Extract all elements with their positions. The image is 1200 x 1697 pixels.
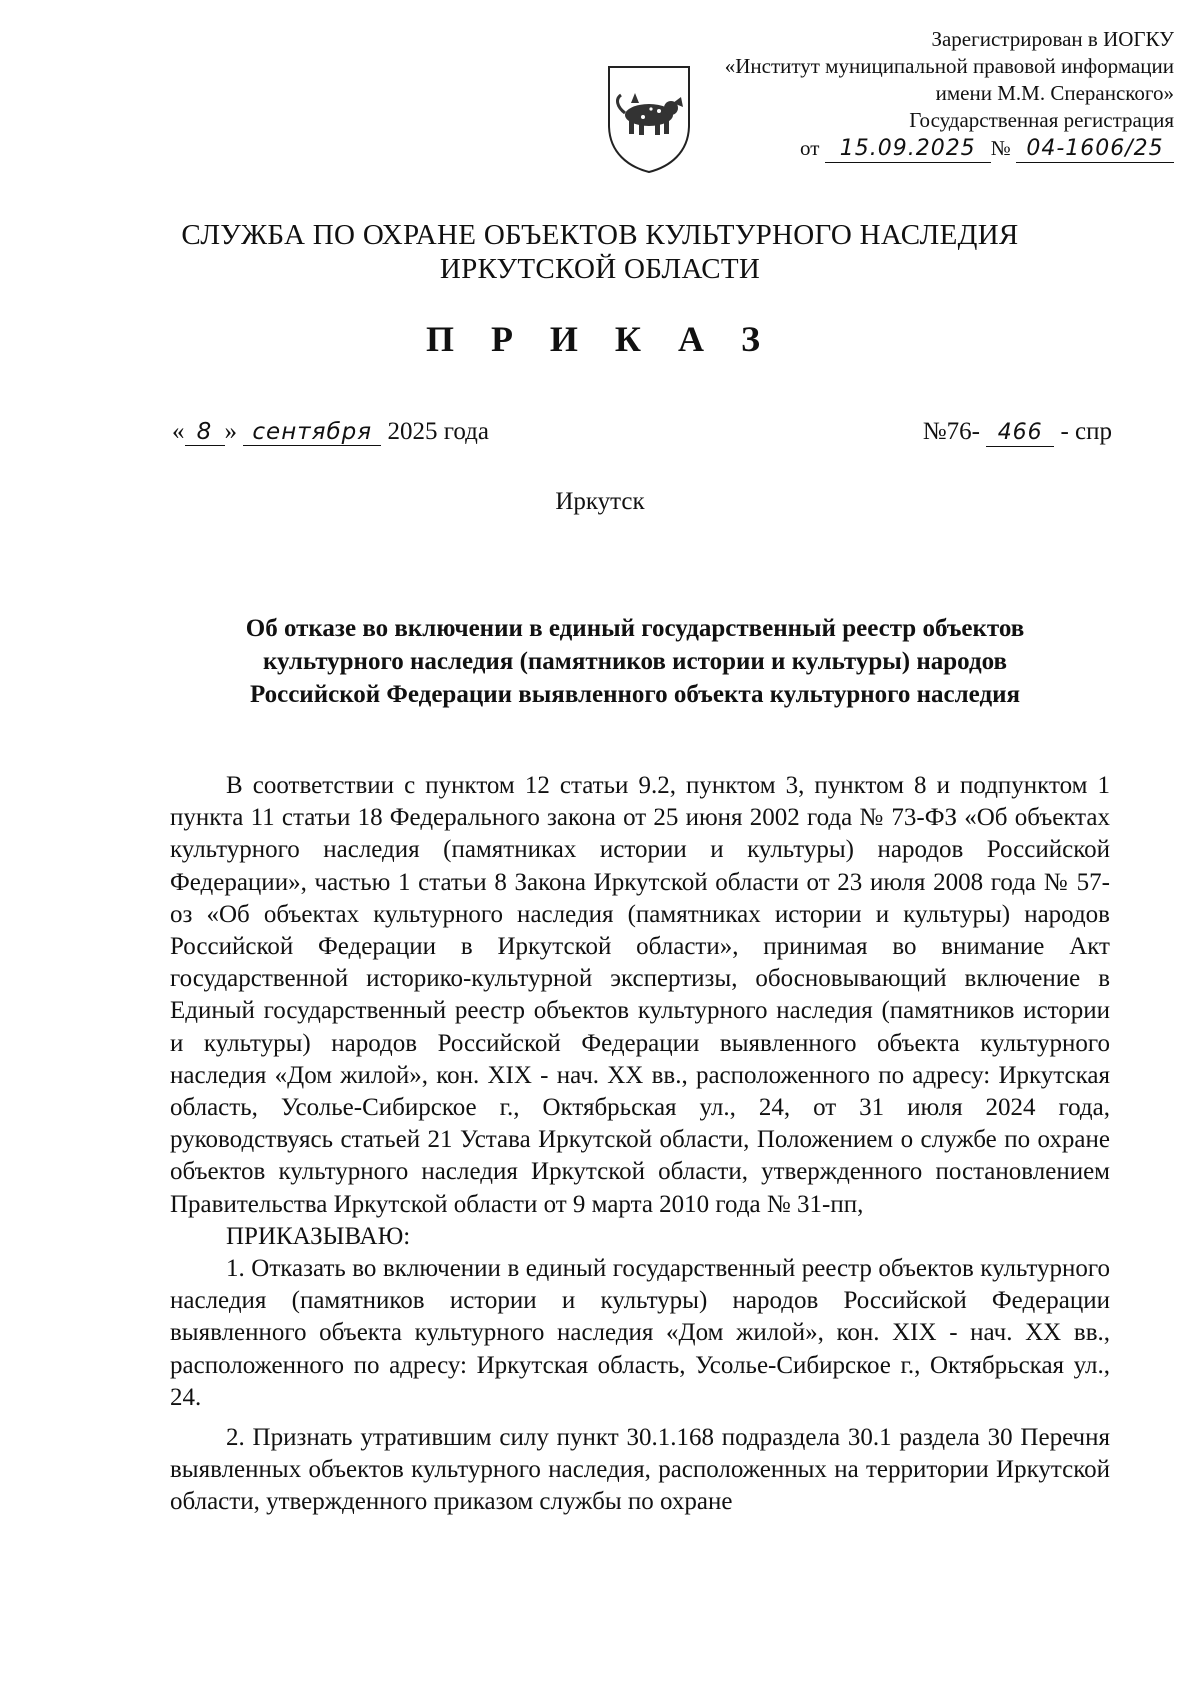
document-body (170, 770, 1110, 1519)
registration-line-2: «Институт муниципальной правовой информации (724, 54, 1174, 78)
title-line-2: культурного наследия (памятников истории и культуры) народов (262, 648, 1007, 675)
coat-of-arms-emblem (603, 63, 695, 175)
order-date (172, 418, 489, 446)
order-number-value: 466 (986, 420, 1054, 447)
date-open-quote: « (172, 418, 185, 445)
registration-line-1: Зарегистрирован в ИОГКУ (931, 27, 1174, 51)
date-day: 8 (185, 419, 225, 446)
order-number (923, 418, 1112, 447)
body-item-2: 2. Признать утратившим силу пункт 30.1.168 подраздела 30.1 раздела 30 Перечня выявленных объектов культурного наследия, расположенных на территории Иркутской области, утвержденного приказом службы по охране (170, 1424, 1110, 1516)
agency-name (0, 218, 1200, 286)
registration-from-label: от (800, 136, 820, 160)
title-line-1: Об отказе во включении в единый государственный реестр объектов (245, 615, 1025, 642)
order-number-suffix: - спр (1060, 418, 1112, 445)
body-preamble: В соответствии с пунктом 12 статьи 9.2, пунктом 3, пунктом 8 и подпунктом 1 пункта 11 статьи 18 Федерального закона от 25 июня 2002 года № 73-ФЗ «Об объектах культурного наследия (памятниках истории и культуры) народов Российской Федерации», частью 1 статьи 8 Закона Иркутской области от 23 июля 2008 года № 57-оз «Об объектах культурного наследия (памятниках истории и культуры) народов Российской Федерации в Иркутской области», принимая во внимание Акт государственной историко-культурной экспертизы, обосновывающий включение в Единый государственный реестр объектов культурного наследия (памятников истории и культуры) народов Российской Федерации выявленного объекта культурного наследия «Дом жилой», кон. XIX - нач. XX вв., расположенного по адресу: Иркутская область, Усолье-Сибирское г., Октябрьская ул., 24, от 31 июля 2024 года, руководствуясь статьей 21 Устава Иркутской области, Положением о службе по охране объектов культурного наследия Иркутской области, утвержденного постановлением Правительства Иркутской области от 9 марта 2010 года № 31-пп, (170, 772, 1110, 1218)
registration-number: 04-1606/25 (1016, 136, 1174, 163)
registration-number-line (725, 135, 1174, 163)
document-title (160, 612, 1110, 711)
registration-date: 15.09.2025 (825, 136, 991, 163)
registration-line-3: имени М.М. Сперанского» (935, 81, 1174, 105)
agency-name-line-2: ИРКУТСКОЙ ОБЛАСТИ (439, 253, 761, 285)
agency-name-line-1: СЛУЖБА ПО ОХРАНЕ ОБЪЕКТОВ КУЛЬТУРНОГО НАСЛЕДИЯ (181, 219, 1019, 251)
registration-line-4: Государственная регистрация (909, 108, 1174, 132)
date-year: 2025 года (387, 418, 489, 445)
registration-stamp (725, 26, 1174, 163)
registration-number-sign: № (990, 136, 1011, 160)
body-item-1: 1. Отказать во включении в единый государственный реестр объектов культурного наследия (памятников истории и культуры) народов Российской Федерации выявленного объекта культурного наследия «Дом жилой», кон. XIX - нач. XX вв., расположенного по адресу: Иркутская область, Усолье-Сибирское г., Октябрьская ул., 24. (170, 1255, 1110, 1411)
city: Иркутск (555, 488, 645, 515)
date-month: сентября (243, 419, 381, 446)
date-close-quote: » (224, 418, 237, 445)
body-order-word: ПРИКАЗЫВАЮ: (226, 1222, 411, 1250)
document-type-heading: П Р И К А З (425, 319, 775, 359)
title-line-3: Российской Федерации выявленного объекта культурного наследия (249, 681, 1021, 708)
order-number-prefix: №76- (922, 418, 980, 445)
